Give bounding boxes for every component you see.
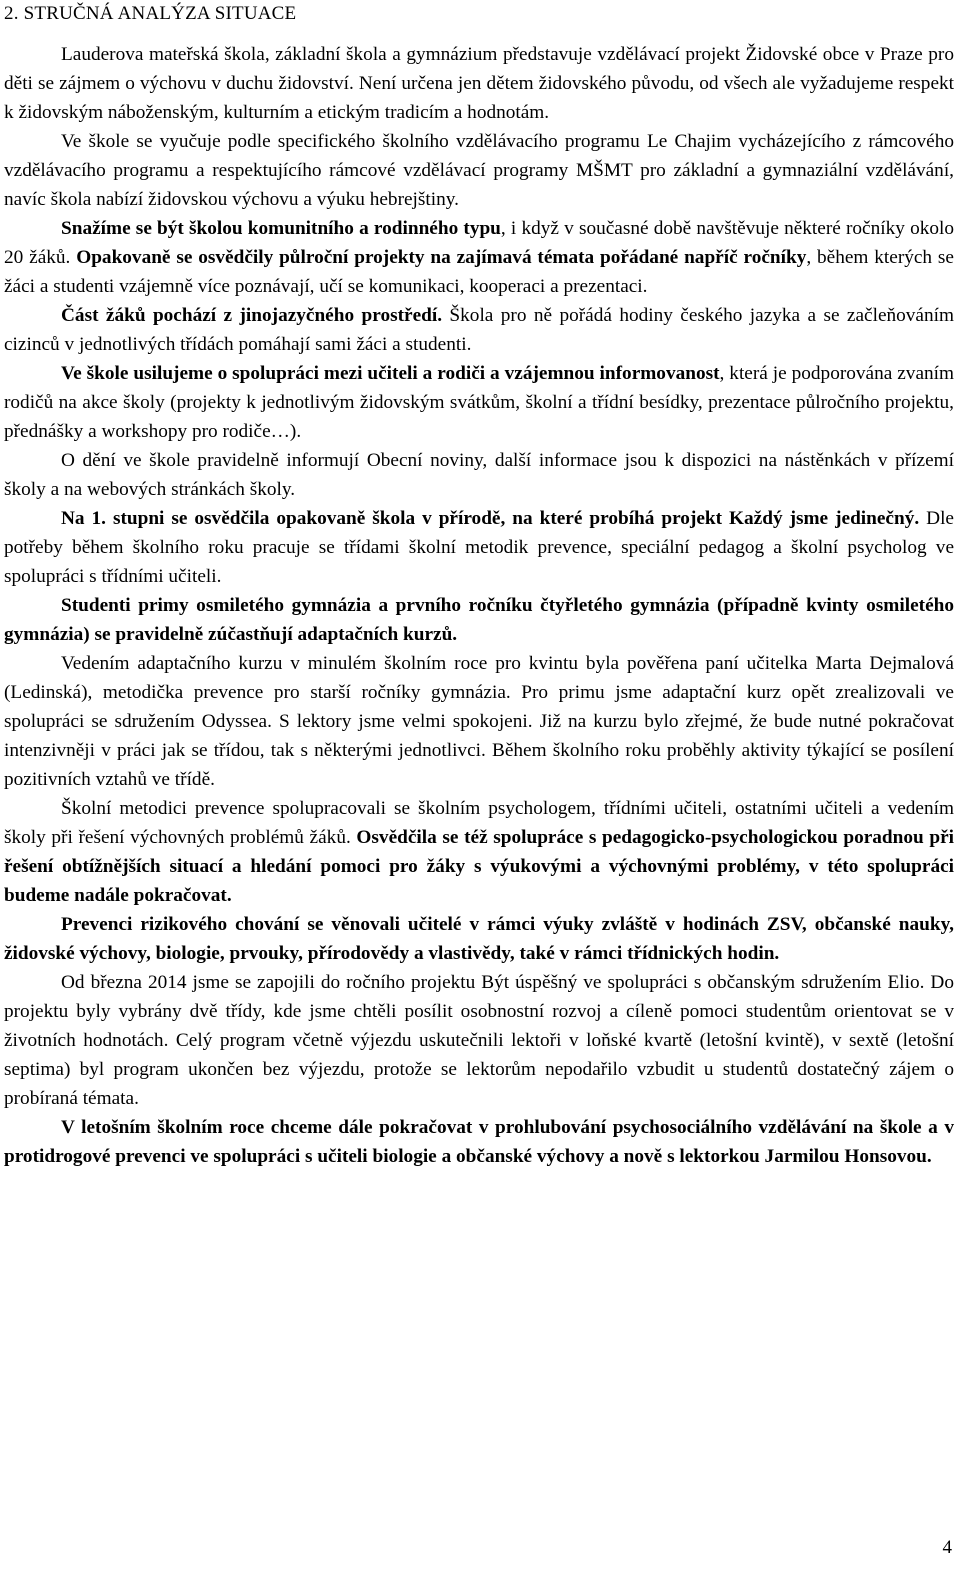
- bold-text-run: Osvědčila se též spolupráce s pedagogicko-psychologickou poradnou při řešení obtížnějších situací a hledání pomoci pro žáky s výukovými a výchovnými problémy, v této spolupráci budeme nadále pokračovat.: [4, 827, 955, 906]
- text-run: , i když v současné době navštěvuje některé ročníky okolo 20 žáků.: [4, 218, 954, 268]
- bold-text-run: Snažíme se být školou komunitního a rodinného typu: [61, 218, 501, 239]
- section-title-rest: TRUČNÁ ANALÝZA SITUACE: [34, 3, 297, 24]
- paragraph: [4, 910, 954, 968]
- text-run: Školní metodici prevence spolupracovali se školním psychologem, třídními učiteli, ostatními učiteli a vedením školy při řešení výchovných problémů žáků.: [4, 798, 954, 848]
- document-body: [4, 40, 954, 1171]
- paragraph: [4, 794, 954, 910]
- paragraph: [4, 591, 954, 649]
- paragraph: [4, 127, 954, 214]
- text-run: Škola pro ně pořádá hodiny českého jazyka a se začleňováním cizinců v jednotlivých třídách pomáhají sami žáci a studenti.: [4, 305, 954, 355]
- text-run: Od března 2014 jsme se zapojili do ročního projektu Být úspěšný ve spolupráci s občanským sdružením Elio. Do projektu byly vybrány dvě třídy, kde jsme chtěli posílit osobnostní rozvoj a cíleně pomoci studentům orientovat se v životních hodnotách. Celý program včetně výjezdu uskutečnili lektoři v loňské kvartě (letošní kvintě), v sextě (letošní septima) byl program ukončen bez výjezdu, protože se lektorům nepodařilo vzbudit u studentů dostatečný zájem o probíraná témata.: [4, 972, 954, 1109]
- section-title-initial: S: [23, 3, 35, 24]
- paragraph: [4, 446, 954, 504]
- text-run: Ve škole se vyučuje podle specifického školního vzdělávacího programu Le Chajim vycházejícího z rámcového vzdělávacího programu a respektujícího rámcové vzdělávací programy MŠMT pro základní a gymnaziální vzdělávání, navíc škola nabízí židovskou výchovu a výuku hebrejštiny.: [4, 131, 954, 210]
- paragraph: [4, 1113, 954, 1171]
- text-run: Lauderova mateřská škola, základní škola a gymnázium představuje vzdělávací projekt Židovské obce v Praze pro děti se zájmem o výchovu v duchu židovství. Není určena jen dětem židovského původu, od všech ale vyžadujeme respekt k židovským náboženským, kulturním a etickým tradicím a hodnotám.: [4, 44, 954, 123]
- text-run: Dle potřeby během školního roku pracuje se třídami školní metodik prevence, speciální pedagog a školní psycholog ve spolupráci s třídními učiteli.: [4, 508, 954, 587]
- section-number: 2.: [4, 3, 19, 24]
- paragraph: [4, 968, 954, 1113]
- text-run: , která je podporována zvaním rodičů na akce školy (projekty k jednotlivým židovským svátkům, školní a třídní besídky, prezentace půlročního projektu, přednášky a workshopy pro rodiče…).: [4, 363, 954, 442]
- text-run: , během kterých se žáci a studenti vzájemně více poznávají, učí se komunikaci, kooperaci a prezentaci.: [4, 247, 954, 297]
- paragraph: [4, 504, 954, 591]
- paragraph: [4, 40, 954, 127]
- bold-text-run: Na 1. stupni se osvědčila opakovaně škola v přírodě, na které probíhá projekt Každý jsme jedinečný.: [61, 508, 920, 529]
- paragraph: [4, 359, 954, 446]
- bold-text-run: Prevenci rizikového chování se věnovali učitelé v rámci výuky zvláště v hodinách ZSV, občanské nauky, židovské výchovy, biologie, prvouky, přírodovědy a vlastivědy, také v rámci třídnických hodin.: [4, 914, 954, 964]
- text-run: Vedením adaptačního kurzu v minulém školním roce pro kvintu byla pověřena paní učitelka Marta Dejmalová (Ledinská), metodička prevence pro starší ročníky gymnázia. Pro primu jsme adaptační kurz opět zrealizovali ve spolupráci se sdružením Odyssea. S lektory jsme velmi spokojeni. Již na kurzu bylo zřejmé, že bude nutné pokračovat intenzivněji v práci jak se třídou, tak s některými jednotlivci. Během školního roku proběhly aktivity týkající se posílení pozitivních vztahů ve třídě.: [4, 653, 954, 790]
- bold-text-run: Ve škole usilujeme o spolupráci mezi učiteli a rodiči a vzájemnou informovanost: [61, 363, 720, 384]
- page-number: 4: [942, 1537, 952, 1558]
- bold-text-run: V letošním školním roce chceme dále pokračovat v prohlubování psychosociálního vzdělávání na škole a v protidrogové prevenci ve spolupráci s učiteli biologie a občanské výchovy a nově s lektorkou Jarmilou Honsovou.: [4, 1117, 954, 1167]
- bold-text-run: Opakovaně se osvědčily půlroční projekty na zajímavá témata pořádané napříč ročníky: [76, 247, 807, 268]
- paragraph: [4, 214, 954, 301]
- bold-text-run: Studenti primy osmiletého gymnázia a prvního ročníku čtyřletého gymnázia (případně kvinty osmiletého gymnázia) se pravidelně zúčastňují adaptačních kurzů.: [4, 595, 954, 645]
- section-heading: [4, 2, 296, 26]
- bold-text-run: Část žáků pochází z jinojazyčného prostředí.: [61, 305, 443, 326]
- paragraph: [4, 649, 954, 794]
- text-run: O dění ve škole pravidelně informují Obecní noviny, další informace jsou k dispozici na nástěnkách v přízemí školy a na webových stránkách školy.: [4, 450, 954, 500]
- paragraph: [4, 301, 954, 359]
